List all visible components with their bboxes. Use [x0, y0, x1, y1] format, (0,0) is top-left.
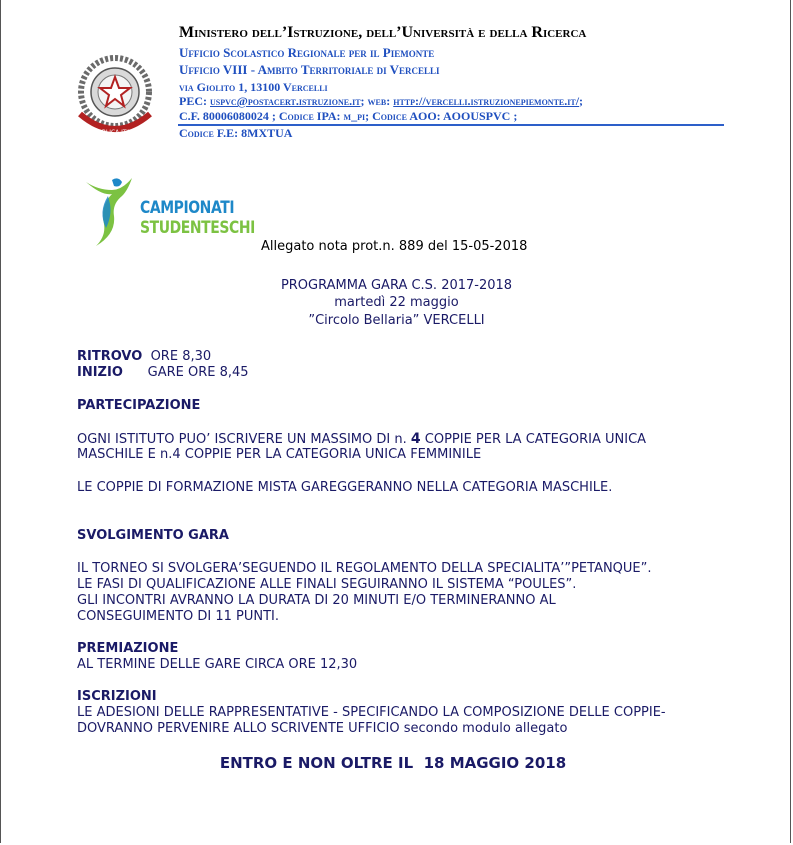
- pec-label: PEC:: [179, 94, 207, 108]
- partecipazione-line-3: LE COPPIE DI FORMAZIONE MISTA GAREGGERANNO NELLA CATEGORIA MASCHILE.: [77, 480, 613, 495]
- iscrizioni-heading: ISCRIZIONI: [77, 689, 157, 704]
- partecipazione-line-1: [77, 431, 646, 447]
- logo-line-1: CAMPIONATI: [140, 198, 235, 218]
- website-link[interactable]: http://vercelli.istruzionepiemonte.it/: [393, 94, 580, 108]
- inizio-line: [77, 365, 249, 380]
- deadline: ENTRO E NON OLTRE IL 18 MAGGIO 2018: [219, 754, 567, 772]
- allegato-reference: Allegato nota prot.n. 889 del 15-05-2018: [261, 239, 528, 254]
- premiazione-heading: PREMIAZIONE: [77, 641, 179, 656]
- web-label: ; web:: [360, 94, 391, 108]
- svg-text:REPVBBLICA ITALIANA: REPVBBLICA ITALIANA: [81, 129, 149, 136]
- pec-email-link[interactable]: uspvc@postacert.istruzione.it: [210, 94, 361, 108]
- svolgimento-line-1: IL TORNEO SI SVOLGERA’SEGUENDO IL REGOLAMENTO DELLA SPECIALITA’”PETANQUE”.: [77, 561, 652, 576]
- partecipazione-count: 4: [410, 431, 421, 447]
- programma-place: ”Circolo Bellaria” VERCELLI: [308, 313, 485, 328]
- address: via Giolito 1, 13100 Vercelli: [179, 80, 328, 94]
- svolgimento-line-4: CONSEGUIMENTO DI 11 PUNTI.: [77, 609, 280, 624]
- partecipazione-heading: PARTECIPAZIONE: [77, 398, 201, 413]
- athlete-figure-icon: [82, 176, 142, 248]
- inizio-label: INIZIO: [77, 365, 123, 380]
- italian-republic-emblem-icon: [70, 52, 160, 142]
- ritrovo-label: RITROVO: [77, 349, 143, 364]
- campionati-studenteschi-logo: [88, 176, 263, 248]
- ritrovo-line: [77, 349, 211, 364]
- programma-date: martedì 22 maggio: [334, 295, 459, 310]
- programma-title: PROGRAMMA GARA C.S. 2017-2018: [280, 278, 513, 293]
- contacts-line: [179, 94, 583, 109]
- logo-line-2: STUDENTESCHI: [140, 218, 255, 238]
- partecipazione-text-a: OGNI ISTITUTO PUO’ ISCRIVERE UN MASSIMO DI n.: [77, 432, 411, 447]
- partecipazione-text-c: COPPIE PER LA CATEGORIA UNICA: [420, 432, 647, 447]
- ministry-name: Ministero dell’Istruzione, dell’Università e della Ricerca: [179, 24, 587, 41]
- partecipazione-line-2: MASCHILE E n.4 COPPIE PER LA CATEGORIA UNICA FEMMINILE: [77, 447, 482, 462]
- web-end: ;: [579, 94, 584, 108]
- iscrizioni-line-1: LE ADESIONI DELLE RAPPRESENTATIVE - SPECIFICANDO LA COMPOSIZIONE DELLE COPPIE-: [77, 705, 666, 720]
- iscrizioni-line-2: DOVRANNO PERVENIRE ALLO SCRIVENTE UFFICIO secondo modulo allegato: [77, 721, 568, 736]
- svolgimento-line-2: LE FASI DI QUALIFICAZIONE ALLE FINALI SEGUIRANNO IL SISTEMA “POULES”.: [77, 577, 577, 592]
- svolgimento-heading: SVOLGIMENTO GARA: [77, 528, 229, 543]
- fiscal-codes: C.F. 80006080024 ; Codice IPA: m_pi; Codice AOO: AOOUSPVC ;: [179, 109, 518, 123]
- ritrovo-value: ORE 8,30: [142, 349, 212, 364]
- svolgimento-line-3: GLI INCONTRI AVRANNO LA DURATA DI 20 MINUTI E/O TERMINERANNO AL: [77, 593, 556, 608]
- fe-code: Codice F.E: 8MXTUA: [179, 126, 293, 140]
- regional-office: Ufficio Scolastico Regionale per il Piemonte: [179, 45, 435, 60]
- territorial-office: Ufficio VIII - Ambito Territoriale di Vercelli: [179, 62, 440, 77]
- premiazione-line: AL TERMINE DELLE GARE CIRCA ORE 12,30: [77, 657, 358, 672]
- inizio-value: GARE ORE 8,45: [122, 365, 249, 380]
